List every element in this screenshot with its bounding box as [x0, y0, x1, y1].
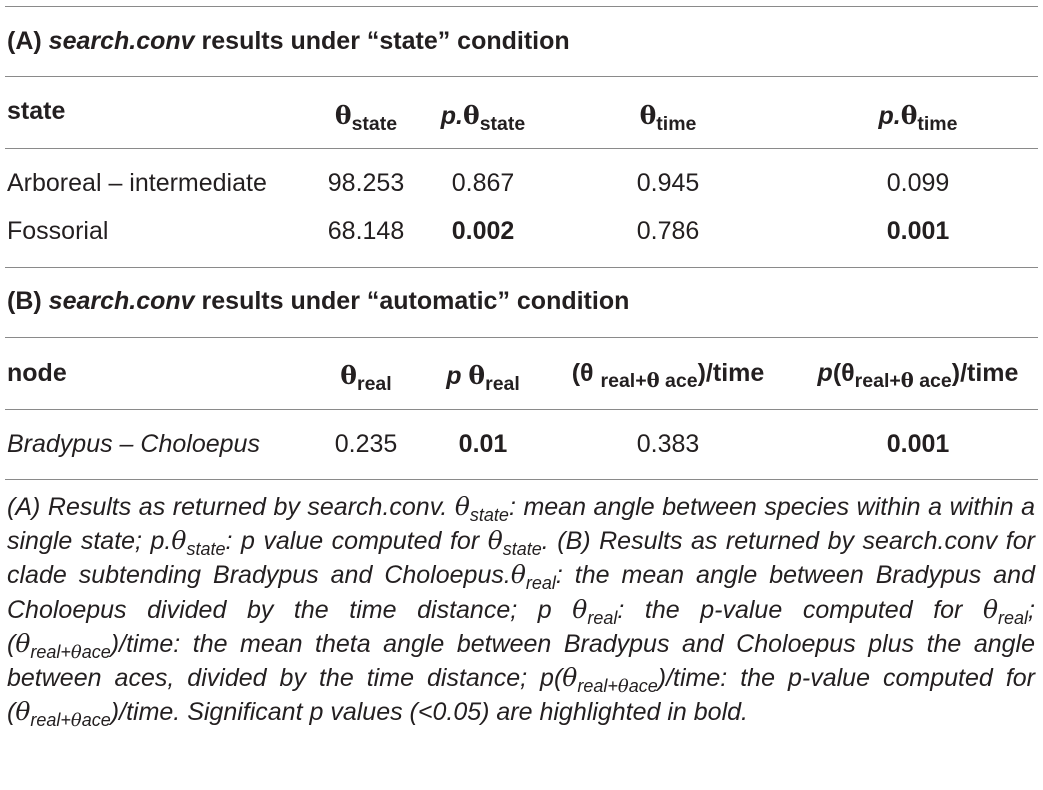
header-state — [7, 97, 65, 126]
header-theta-time — [639, 101, 697, 136]
table-row-a1-state: Arboreal – intermediate — [7, 169, 267, 197]
theta-symbol: θ — [15, 697, 31, 727]
theta-symbol: θ — [70, 641, 82, 663]
theta-symbol: θ — [468, 361, 486, 390]
table-row-a2-p-theta-time: 0.001 — [886, 217, 950, 245]
real-plus-subscript: real+ — [30, 709, 71, 730]
header-p-theta-time — [878, 101, 958, 136]
table-footnote — [7, 490, 1035, 729]
footnote-text: : the p-value computed for — [617, 595, 983, 624]
header-theta-state — [334, 101, 398, 136]
real-plus-subscript: real+ — [854, 370, 901, 393]
p-symbol: p — [446, 362, 462, 390]
real-subscript: real — [587, 607, 618, 628]
real-subscript: real — [525, 573, 556, 594]
real-plus-subscript: real+ — [30, 641, 71, 662]
theta-symbol: θ — [900, 101, 918, 130]
real-subscript: real — [485, 373, 520, 396]
table-row-a2-state: Fossorial — [7, 217, 109, 245]
table-bottom-rule — [5, 479, 1038, 480]
ace-subscript: ace — [81, 641, 111, 662]
section-a-rest: results under “state” condition — [201, 27, 570, 55]
time-subscript: time — [917, 113, 958, 136]
section-a-label: (A) — [7, 27, 42, 55]
footnote-text: )/time: the p-value computed for ( — [7, 664, 1035, 727]
close-time: )/time — [951, 359, 1019, 387]
real-subscript: real — [356, 373, 392, 396]
header-sum-time — [571, 359, 765, 393]
ace-subscript: ace — [81, 709, 111, 730]
theta-symbol: θ — [15, 628, 31, 658]
table-row-a1-p-theta-state: 0.867 — [451, 169, 515, 197]
theta-symbol: θ — [572, 594, 588, 624]
footnote-text: . (B) Results as returned by search.conv for clade subtending Bradypus and Choloepus. — [7, 527, 1035, 590]
ace-subscript: ace — [919, 370, 952, 393]
p-dot: p. — [440, 102, 463, 130]
section-a-func: search.conv — [48, 27, 195, 55]
header-p-sum-time — [817, 359, 1019, 393]
close-time: )/time — [697, 359, 765, 387]
header-state-text: state — [7, 97, 66, 125]
ace-subscript: ace — [665, 370, 698, 393]
section-b-header-rule — [5, 409, 1038, 410]
table-row-a1-theta-state: 98.253 — [327, 169, 405, 197]
footnote-text: ; ( — [7, 595, 1035, 658]
theta-symbol: θ — [646, 369, 660, 393]
section-a-title — [7, 27, 570, 56]
table-row-a1-p-theta-time: 0.099 — [886, 169, 950, 197]
time-subscript: time — [656, 113, 697, 136]
theta-symbol: θ — [334, 101, 352, 130]
section-b-label: (B) — [7, 287, 42, 315]
table-row-b1-p-sum-time: 0.001 — [886, 430, 950, 458]
theta-symbol: θ — [70, 709, 82, 731]
footnote-text: (A) Results as returned by search.conv. — [7, 493, 455, 521]
theta-symbol: θ — [487, 526, 503, 556]
top-rule — [5, 6, 1038, 7]
header-p-theta-real — [446, 361, 520, 396]
header-theta-real — [340, 361, 392, 396]
theta-symbol: θ — [982, 594, 999, 624]
header-node-text: node — [7, 359, 67, 387]
section-b-title — [7, 287, 629, 316]
table-row-b1-sum-time: 0.383 — [636, 430, 700, 458]
section-b-title-rule — [5, 337, 1038, 338]
table-row-a2-theta-time: 0.786 — [636, 217, 700, 245]
table-row-b1-node: Bradypus – Choloepus — [7, 430, 260, 458]
section-b-rest: results under “automatic” condition — [201, 287, 630, 315]
theta-symbol: θ — [463, 101, 480, 130]
theta-symbol: θ — [617, 675, 629, 697]
table-row-a1-theta-time: 0.945 — [636, 169, 700, 197]
theta-symbol: θ — [639, 101, 657, 130]
p-symbol: p — [817, 359, 833, 387]
real-subscript: real — [998, 607, 1029, 628]
table-row-b1-p-theta-real: 0.01 — [458, 430, 508, 458]
theta-symbol: θ — [171, 526, 187, 556]
section-b-func: search.conv — [48, 287, 195, 315]
real-plus-subscript: real+ — [577, 675, 618, 696]
state-subscript: state — [502, 538, 542, 559]
theta-symbol: θ — [510, 560, 526, 590]
ace-subscript: ace — [628, 675, 658, 696]
state-subscript: state — [469, 504, 509, 525]
open-paren-theta: (θ — [571, 359, 601, 387]
footnote-text: )/time. Significant p values (<0.05) are highlighted in bold. — [110, 698, 748, 727]
theta-symbol: θ — [562, 663, 578, 693]
state-subscript: state — [479, 113, 526, 136]
footnote-text: )/time: the mean theta angle between Bradypus and Choloepus plus the angle between aces, divided by the time distance; p( — [7, 629, 1035, 693]
theta-symbol: θ — [340, 361, 357, 390]
footnote-text: : mean angle between species within a within a single state; p. — [7, 493, 1035, 556]
section-a-title-rule — [5, 76, 1038, 77]
p-dot: p. — [878, 102, 901, 130]
header-p-theta-state — [440, 101, 526, 136]
real-plus-subscript: real+ — [600, 370, 647, 393]
table-row-a2-theta-state: 68.148 — [327, 217, 405, 245]
section-a-bottom-rule — [5, 267, 1038, 268]
header-node — [7, 359, 67, 388]
table-row-a2-p-theta-state: 0.002 — [451, 217, 515, 245]
open-paren-theta: (θ — [832, 359, 855, 387]
table-row-b1-theta-real: 0.235 — [334, 430, 398, 458]
state-subscript: state — [351, 113, 398, 136]
footnote-text: : the mean angle between Bradypus and Choloepus divided by the time distance; p — [7, 561, 1035, 624]
state-subscript: state — [186, 538, 226, 559]
footnote-text: : p value computed for — [225, 527, 488, 556]
theta-symbol: θ — [454, 492, 470, 521]
theta-symbol: θ — [900, 369, 914, 393]
section-a-header-rule — [5, 148, 1038, 149]
